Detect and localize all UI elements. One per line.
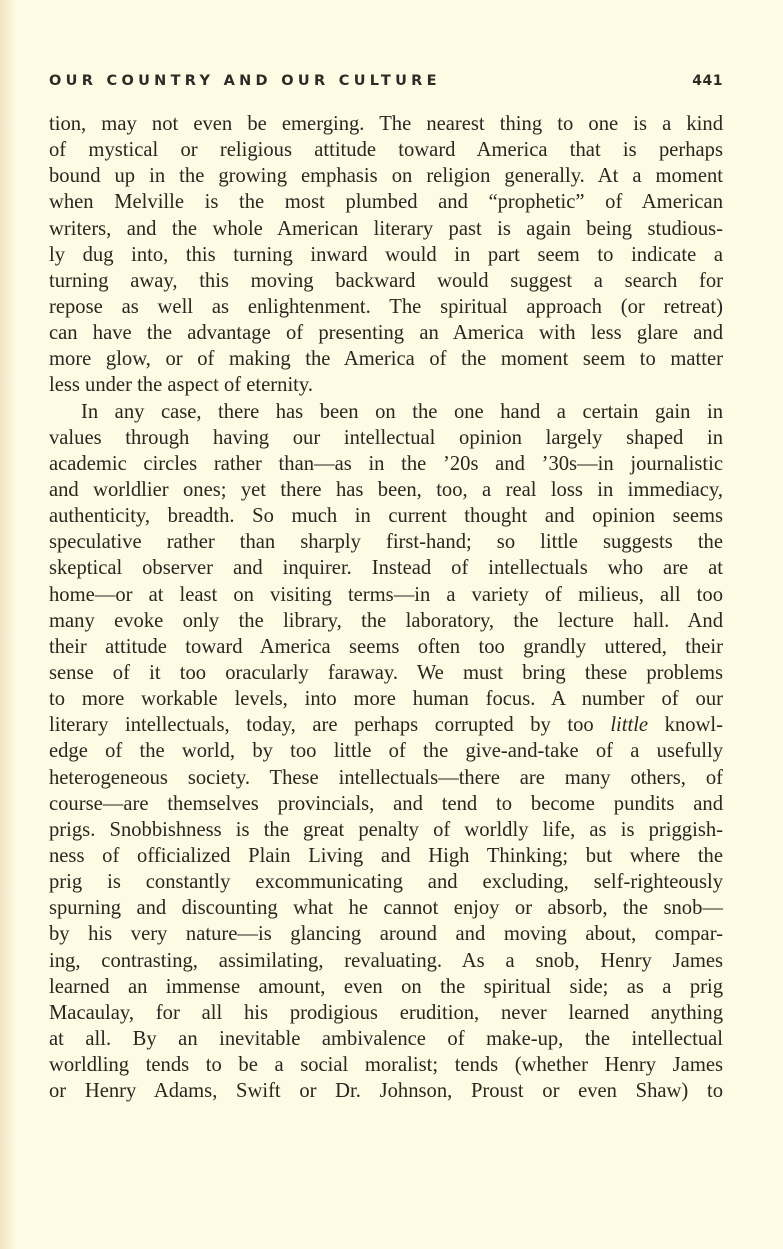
text-line: of mystical or religious attitude toward America that is perhaps xyxy=(49,139,723,162)
text-line: edge of the world, by too little of the give-and-take of a usefully xyxy=(49,740,723,763)
text-line: values through having our intellectual opinion largely shaped in xyxy=(49,426,723,449)
text-line: more glow, or of making the America of the moment seem to matter xyxy=(49,348,723,371)
text-line: prig is constantly excommunicating and excluding, self-righteously xyxy=(49,871,723,894)
text-line: at all. By an inevitable ambivalence of make-up, the intellectual xyxy=(49,1027,723,1050)
text-line: bound up in the growing emphasis on religion generally. At a moment xyxy=(49,165,723,188)
text-line: less under the aspect of eternity. xyxy=(49,374,313,397)
text-line: literary intellectuals, today, are perhaps corrupted by too little knowl- xyxy=(49,714,724,737)
text-line: many evoke only the library, the laboratory, the lecture hall. And xyxy=(49,609,723,632)
text-line: writers, and the whole American literary past is again being studious- xyxy=(49,217,723,240)
page-number: 441 xyxy=(692,73,723,89)
emphasis: little xyxy=(610,714,649,737)
running-head xyxy=(49,73,723,89)
text-line: prigs. Snobbishness is the great penalty of worldly life, as is priggish- xyxy=(49,818,723,841)
text-line: academic circles rather than—as in the ’20s and ’30s—in journalistic xyxy=(49,452,723,475)
text-line: authenticity, breadth. So much in current thought and opinion seems xyxy=(49,505,723,528)
text-line: heterogeneous society. These intellectuals—there are many others, of xyxy=(49,766,723,789)
text-line: their attitude toward America seems often too grandly uttered, their xyxy=(49,635,723,658)
text-line: course—are themselves provincials, and tend to become pundits and xyxy=(49,792,723,815)
text-line: when Melville is the most plumbed and “prophetic” of American xyxy=(49,191,723,214)
text-line: ing, contrasting, assimilating, revaluating. As a snob, Henry James xyxy=(49,949,723,972)
text-line: sense of it too oracularly faraway. We must bring these problems xyxy=(49,661,723,684)
text-line: learned an immense amount, even on the spiritual side; as a prig xyxy=(49,975,723,998)
text-line: ly dug into, this turning inward would in part seem to indicate a xyxy=(49,243,723,266)
text-line: ness of officialized Plain Living and High Thinking; but where the xyxy=(49,844,723,867)
text-line: tion, may not even be emerging. The nearest thing to one is a kind xyxy=(49,113,723,135)
text-line: home—or at least on visiting terms—in a variety of milieus, all too xyxy=(49,583,723,606)
text-line: turning away, this moving backward would suggest a search for xyxy=(49,269,723,292)
text-line: spurning and discounting what he cannot enjoy or absorb, the snob— xyxy=(49,897,723,920)
text-line: or Henry Adams, Swift or Dr. Johnson, Proust or even Shaw) to xyxy=(49,1080,723,1103)
text-line: to more workable levels, into more human focus. A number of our xyxy=(49,688,723,711)
text-line: and worldlier ones; yet there has been, too, a real loss in immediacy, xyxy=(49,478,723,501)
text-line: In any case, there has been on the one hand a certain gain in xyxy=(81,400,723,423)
text-line: can have the advantage of presenting an America with less glare and xyxy=(49,322,723,345)
book-gutter-shadow xyxy=(0,0,14,1249)
running-head-title: OUR COUNTRY AND OUR CULTURE xyxy=(49,73,441,89)
text-line: speculative rather than sharply first-hand; so little suggests the xyxy=(49,531,723,554)
text-line: skeptical observer and inquirer. Instead of intellectuals who are at xyxy=(49,557,723,580)
text-line: worldling tends to be a social moralist; tends (whether Henry James xyxy=(49,1054,723,1077)
text-line: Macaulay, for all his prodigious erudition, never learned anything xyxy=(49,1001,723,1024)
text-line: repose as well as enlightenment. The spiritual approach (or retreat) xyxy=(49,295,723,318)
body-text xyxy=(49,111,723,1104)
text-line: by his very nature—is glancing around and moving about, compar- xyxy=(49,923,723,946)
